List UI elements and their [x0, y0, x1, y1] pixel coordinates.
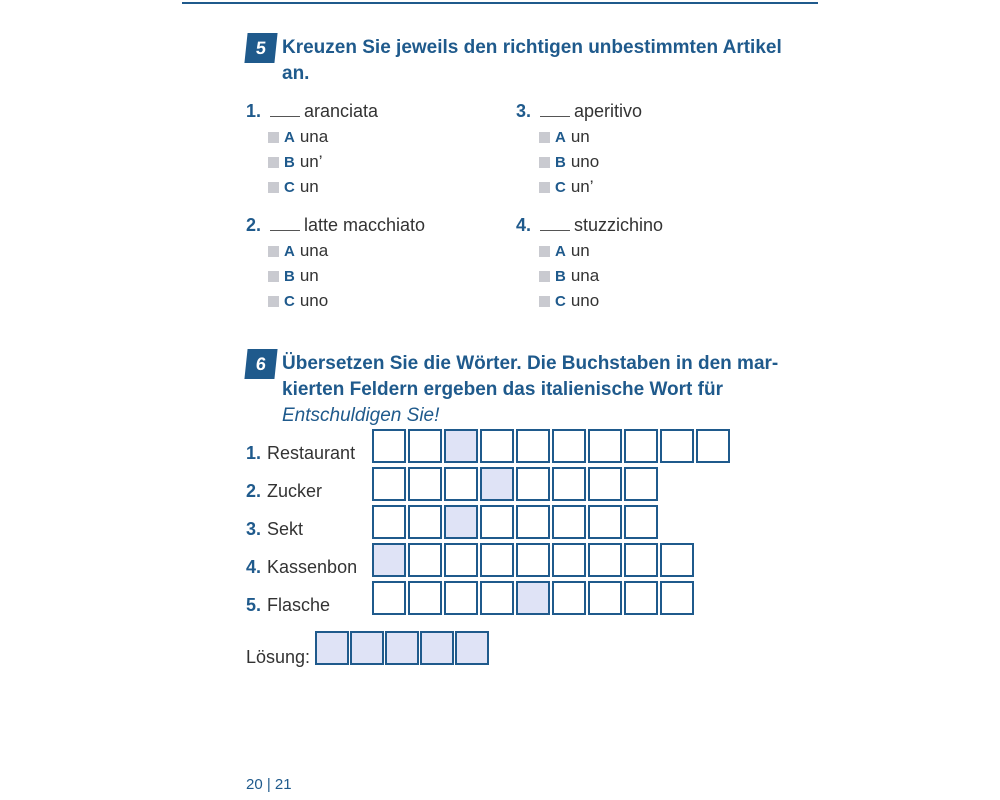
marked-letter-cell[interactable]	[444, 505, 478, 539]
letter-cell[interactable]	[408, 543, 442, 577]
question-1	[246, 101, 378, 122]
option-1b[interactable]	[268, 152, 323, 172]
letter-cell[interactable]	[588, 467, 622, 501]
checkbox[interactable]	[539, 271, 550, 282]
word-label-1	[246, 443, 355, 464]
option-letter: A	[555, 128, 566, 146]
letter-cell[interactable]	[552, 467, 586, 501]
solution-cell[interactable]	[315, 631, 349, 665]
word-label-4	[246, 557, 357, 578]
checkbox[interactable]	[539, 246, 550, 257]
exercise-5-title-line2: an.	[282, 63, 310, 84]
option-text: un	[570, 241, 590, 260]
top-rule	[182, 2, 818, 4]
letter-cell[interactable]	[660, 581, 694, 615]
option-2c[interactable]	[268, 291, 328, 311]
letter-cell[interactable]	[588, 581, 622, 615]
checkbox[interactable]	[268, 271, 279, 282]
option-text: un	[299, 177, 319, 196]
word-number: 3.	[246, 519, 262, 539]
marked-letter-cell[interactable]	[444, 429, 478, 463]
question-number: 2.	[246, 215, 262, 235]
letter-cell[interactable]	[624, 505, 658, 539]
solution-cell[interactable]	[350, 631, 384, 665]
exercise-5-title	[282, 35, 782, 87]
letter-cell[interactable]	[372, 429, 406, 463]
word-label-3	[246, 519, 303, 540]
option-letter: B	[284, 153, 295, 171]
word-text: Flasche	[267, 595, 331, 615]
question-word: latte macchiato	[304, 215, 426, 235]
solution-label: Lösung:	[246, 647, 311, 667]
letter-cell[interactable]	[552, 543, 586, 577]
letter-cell[interactable]	[408, 581, 442, 615]
option-text: un	[299, 266, 319, 285]
letter-cell[interactable]	[660, 543, 694, 577]
word-number: 4.	[246, 557, 262, 577]
solution-cell[interactable]	[420, 631, 454, 665]
letter-cell[interactable]	[444, 581, 478, 615]
answer-blank	[540, 102, 570, 117]
answer-blank	[270, 102, 300, 117]
word-text: Sekt	[267, 519, 304, 539]
question-word: stuzzichino	[574, 215, 664, 235]
answer-blank	[270, 216, 300, 231]
exercise-5-title-line1: Kreuzen Sie jeweils den richtigen unbestimmten Artikel	[282, 37, 782, 58]
option-3a[interactable]	[539, 127, 590, 147]
option-letter: C	[555, 178, 566, 196]
exercise-6-title	[282, 351, 778, 429]
checkbox[interactable]	[268, 182, 279, 193]
option-text: una	[299, 241, 329, 260]
option-text: un’	[299, 152, 323, 171]
answer-blank	[540, 216, 570, 231]
letter-cell[interactable]	[372, 581, 406, 615]
word-label-2	[246, 481, 322, 502]
letter-cell[interactable]	[408, 429, 442, 463]
exercise-6-badge: 6	[244, 349, 277, 379]
question-word: aperitivo	[574, 101, 643, 121]
option-letter: C	[555, 292, 566, 310]
word-number: 5.	[246, 595, 262, 615]
option-text: uno	[570, 291, 600, 310]
option-3c[interactable]	[539, 177, 594, 197]
option-1c[interactable]	[268, 177, 319, 197]
letter-cell[interactable]	[624, 543, 658, 577]
option-4c[interactable]	[539, 291, 599, 311]
exercise-6-title-line2: kierten Feldern ergeben das italienische Wort für	[282, 379, 723, 400]
option-4a[interactable]	[539, 241, 590, 261]
letter-cell[interactable]	[552, 505, 586, 539]
letter-cell[interactable]	[696, 429, 730, 463]
letter-cell[interactable]	[516, 429, 550, 463]
option-text: uno	[570, 152, 600, 171]
letter-cell[interactable]	[480, 581, 514, 615]
option-4b[interactable]	[539, 266, 599, 286]
question-number: 4.	[516, 215, 532, 235]
option-letter: B	[284, 267, 295, 285]
option-letter: A	[555, 242, 566, 260]
checkbox[interactable]	[539, 157, 550, 168]
letter-cell[interactable]	[444, 543, 478, 577]
option-letter: A	[284, 242, 295, 260]
letter-cell[interactable]	[372, 467, 406, 501]
word-label-5	[246, 595, 330, 616]
letter-cell[interactable]	[516, 543, 550, 577]
checkbox[interactable]	[268, 157, 279, 168]
option-letter: A	[284, 128, 295, 146]
option-text: un’	[570, 177, 594, 196]
option-text: una	[299, 127, 329, 146]
option-3b[interactable]	[539, 152, 599, 172]
checkbox[interactable]	[268, 296, 279, 307]
question-2	[246, 215, 425, 236]
exercise-6-title-line3: Entschuldigen Sie!	[282, 405, 440, 426]
question-number: 3.	[516, 101, 532, 121]
letter-cell[interactable]	[516, 467, 550, 501]
word-number: 1.	[246, 443, 262, 463]
option-text: una	[570, 266, 600, 285]
letter-cell[interactable]	[480, 429, 514, 463]
marked-letter-cell[interactable]	[516, 581, 550, 615]
option-text: un	[570, 127, 590, 146]
letter-cell[interactable]	[444, 467, 478, 501]
letter-cell[interactable]	[480, 543, 514, 577]
letter-cell[interactable]	[408, 467, 442, 501]
solution-cell[interactable]	[385, 631, 419, 665]
letter-cell[interactable]	[624, 581, 658, 615]
option-letter: C	[284, 292, 295, 310]
exercise-6-title-line1: Übersetzen Sie die Wörter. Die Buchstaben in den mar-	[282, 353, 779, 374]
option-letter: B	[555, 267, 566, 285]
checkbox[interactable]	[539, 296, 550, 307]
question-3	[516, 101, 642, 122]
letter-cell[interactable]	[588, 429, 622, 463]
letter-cell[interactable]	[624, 429, 658, 463]
checkbox[interactable]	[268, 132, 279, 143]
word-text: Zucker	[267, 481, 323, 501]
checkbox[interactable]	[539, 182, 550, 193]
letter-cell[interactable]	[372, 505, 406, 539]
marked-letter-cell[interactable]	[480, 467, 514, 501]
page-numbers: 20 | 21	[246, 776, 292, 793]
checkbox[interactable]	[268, 246, 279, 257]
question-number: 1.	[246, 101, 262, 121]
option-2b[interactable]	[268, 266, 319, 286]
word-number: 2.	[246, 481, 262, 501]
option-2a[interactable]	[268, 241, 328, 261]
letter-cell[interactable]	[588, 543, 622, 577]
question-4	[516, 215, 663, 236]
word-text: Kassenbon	[267, 557, 358, 577]
option-letter: C	[284, 178, 295, 196]
exercise-5-badge: 5	[244, 33, 277, 63]
letter-cell[interactable]	[480, 505, 514, 539]
letter-cell[interactable]	[588, 505, 622, 539]
word-text: Restaurant	[267, 443, 356, 463]
option-text: uno	[299, 291, 329, 310]
question-word: aranciata	[304, 101, 379, 121]
letter-cell[interactable]	[516, 505, 550, 539]
letter-cell[interactable]	[552, 429, 586, 463]
option-1a[interactable]	[268, 127, 328, 147]
checkbox[interactable]	[539, 132, 550, 143]
solution-cell[interactable]	[455, 631, 489, 665]
letter-cell[interactable]	[408, 505, 442, 539]
letter-cell[interactable]	[624, 467, 658, 501]
letter-cell[interactable]	[660, 429, 694, 463]
option-letter: B	[555, 153, 566, 171]
marked-letter-cell[interactable]	[372, 543, 406, 577]
letter-cell[interactable]	[552, 581, 586, 615]
